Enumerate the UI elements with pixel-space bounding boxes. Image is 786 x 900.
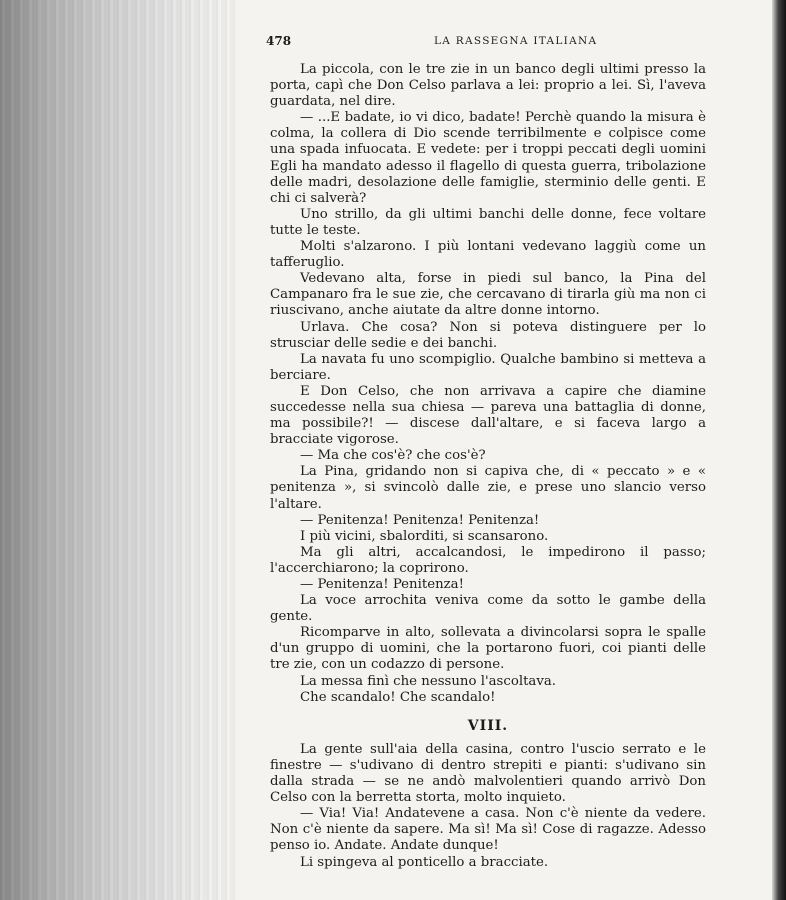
- paragraph: — ...E badate, io vi dico, badate! Perchè quando la misura è colma, la collera di Dio scende terribilmente e colpisce come una spada infuocata. E vedete: per i troppi peccati degli uomini Egli ha mandato adesso il flagello di questa guerra, tribolazione delle madri, desolazione delle famiglie, sterminio delle genti. E chi ci salverà?: [270, 110, 706, 206]
- chapter-heading: VIII.: [467, 717, 509, 734]
- paragraph: Molti s'alzarono. I più lontani vedevano laggiù come un tafferuglio.: [270, 239, 706, 271]
- paragraph: — Ma che cos'è? che cos'è?: [300, 448, 486, 464]
- paragraph: La Pina, gridando non si capiva che, di « peccato » e « penitenza », si svincolò dalle zie, e prese uno slancio verso l'altare.: [270, 464, 706, 512]
- page-number: 478: [266, 34, 292, 48]
- paragraph: Ma gli altri, accalcandosi, le impedirono il passo; l'accerchiarono; la coprirono.: [270, 544, 706, 576]
- paragraph: Li spingeva al ponticello a bracciate.: [300, 854, 549, 870]
- body-text: [270, 62, 706, 871]
- paragraph: Vedevano alta, forse in piedi sul banco, la Pina del Campanaro fra le sue zie, che cercavano di tirarla giù ma non ci riuscivano, anche aiutate da altre donne intorno.: [270, 271, 706, 319]
- page-edge-shadow: [772, 0, 786, 900]
- page-header: [266, 34, 706, 50]
- paragraph: La voce arrochita veniva come da sotto le gambe della gente.: [270, 593, 706, 625]
- paragraph: La piccola, con le tre zie in un banco degli ultimi presso la porta, capì che Don Celso parlava a lei: proprio a lei. Sì, l'aveva guardata, nel dire.: [270, 62, 706, 110]
- paragraph: La gente sull'aia della casina, contro l'uscio serrato e le finestre — s'udivano di dentro strepiti e pianti: s'udivano sin dalla strada — se ne andò malvolentieri quando arrivò Don Celso con la berretta storta, molto inquieto.: [270, 741, 706, 806]
- paragraph: I più vicini, sbalorditi, si scansarono.: [300, 528, 549, 544]
- paragraph: La messa finì che nessuno l'ascoltava.: [300, 673, 557, 689]
- paragraph: Urlava. Che cosa? Non si poteva distinguere per lo strusciar delle sedie e dei banchi.: [270, 319, 706, 351]
- paragraph: La navata fu uno scompiglio. Qualche bambino si metteva a berciare.: [270, 351, 706, 383]
- book-page: [248, 0, 708, 900]
- paragraph: — Penitenza! Penitenza!: [300, 577, 464, 592]
- paragraph: E Don Celso, che non arrivava a capire che diamine succedesse nella sua chiesa — pareva una battaglia di donne, ma possibile?! — discese dall'altare, e si faceva largo a bracciate vigorose.: [270, 383, 706, 448]
- paragraph: — Via! Via! Andatevene a casa. Non c'è niente da vedere. Non c'è niente da sapere. Ma sì! Ma sì! Cose di ragazze. Adesso penso io. Andate. Andate dunque!: [270, 806, 706, 854]
- paragraph: Che scandalo! Che scandalo!: [300, 689, 496, 705]
- running-head: LA RASSEGNA ITALIANA: [434, 35, 598, 47]
- paragraph: — Penitenza! Penitenza! Penitenza!: [300, 512, 540, 528]
- book-binding-shadow: [0, 0, 235, 900]
- paragraph: Ricomparve in alto, sollevata a divincolarsi sopra le spalle d'un gruppo di uomini, che la portarono fuori, coi pianti delle tre zie, con un codazzo di persone.: [270, 625, 706, 673]
- paragraph: Uno strillo, da gli ultimi banchi delle donne, fece voltare tutte le teste.: [270, 206, 706, 238]
